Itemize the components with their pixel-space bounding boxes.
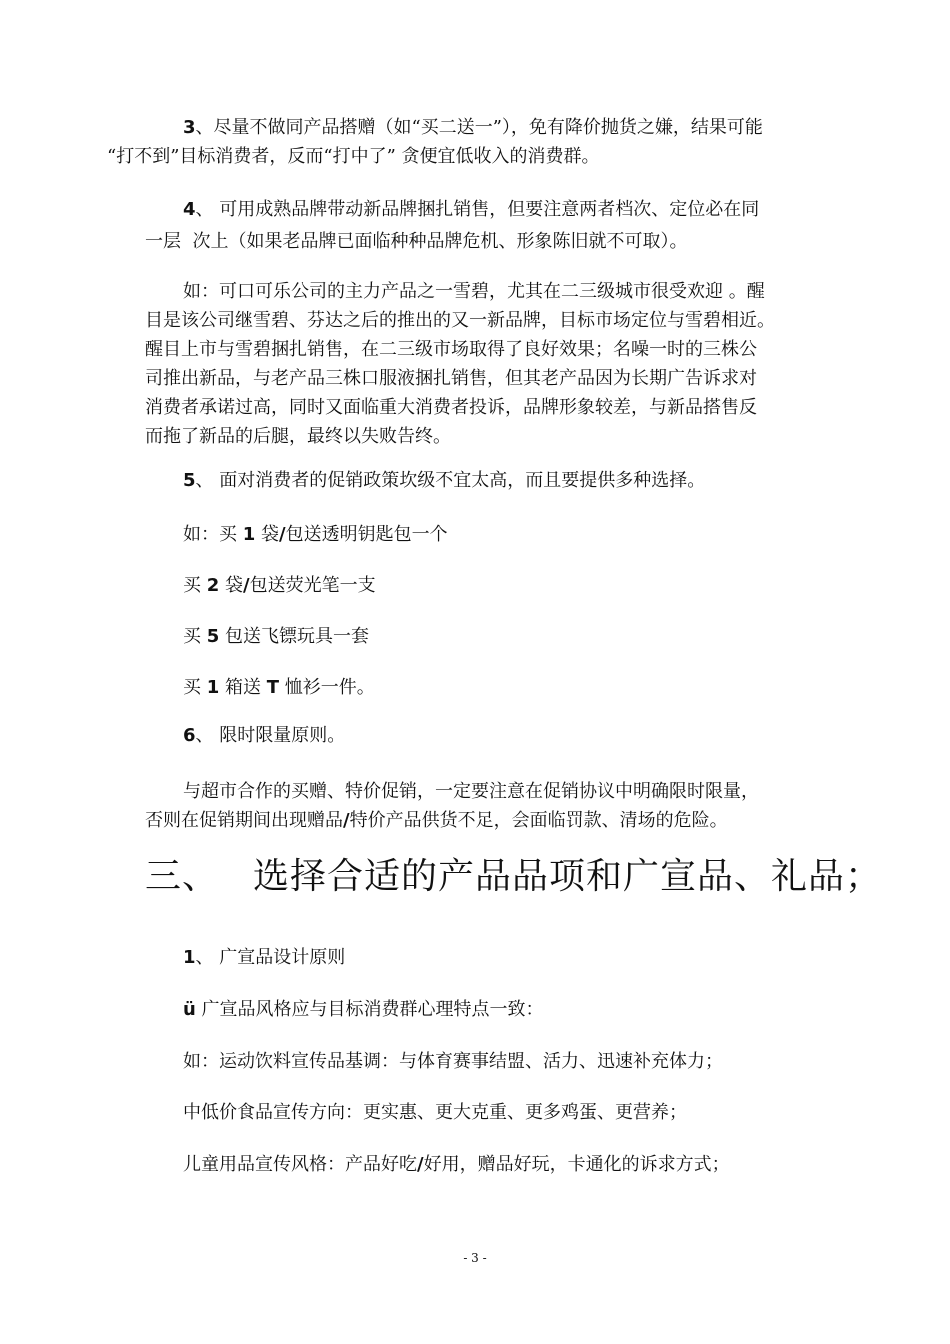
offer-line-2 <box>183 573 376 599</box>
offer-quantity: 2 <box>206 575 220 596</box>
item-4-paragraph <box>145 194 815 258</box>
item-5 <box>183 468 705 494</box>
offer-text: 买 <box>183 626 207 647</box>
offer-line-4 <box>183 675 375 701</box>
item-5-text: 、 面对消费者的促销政策坎级不宜太高，而且要提供多种选择。 <box>195 470 706 491</box>
offer-text: 箱送 <box>219 677 267 698</box>
example-paragraph <box>145 277 815 451</box>
offer-line-3 <box>183 624 369 650</box>
limit-line-1: 与超市合作的买赠、特价促销，一定要注意在促销协议中明确限时限量， <box>183 781 759 802</box>
offer-text: 袋 <box>255 524 279 545</box>
sub-item-1-number: 1 <box>183 947 196 968</box>
example-line: 如：可口可乐公司的主力产品之一雪碧，尤其在二三级城市很受欢迎 。醒 <box>183 281 765 302</box>
offer-quantity: 1 <box>206 677 220 698</box>
offer-text: 如：买 <box>183 524 243 545</box>
offer-text: 恤衫一件。 <box>279 677 375 698</box>
item-3-number: 3 <box>183 117 196 138</box>
example-line: 而拖了新品的后腿，最终以失败告终。 <box>145 426 451 447</box>
offer-text: 买 <box>183 575 207 596</box>
item-4-line-2: 一层 次上（如果老品牌已面临种种品牌危机、形象陈旧就不可取）。 <box>145 231 688 252</box>
offer-line-1 <box>183 522 448 548</box>
offer-text: 包送荧光笔一支 <box>249 575 376 596</box>
limit-paragraph <box>145 777 815 835</box>
offer-text: 买 <box>183 677 207 698</box>
limit-text: 特价产品供货不足，会面临罚款、清场的危险。 <box>349 810 728 831</box>
item-4-number: 4 <box>183 199 196 220</box>
bullet-line <box>183 997 544 1023</box>
children-text: 儿童用品宣传风格：产品好吃 <box>183 1154 417 1175</box>
offer-text: 包送飞镖玩具一套 <box>219 626 369 647</box>
bullet-mark: ü <box>183 999 196 1020</box>
section-3-heading <box>145 852 882 902</box>
example-line: 消费者承诺过高，同时又面临重大消费者投诉，品牌形象较差，与新品搭售反 <box>145 397 757 418</box>
example-sports-drink: 如：运动饮料宣传品基调：与体育赛事结盟、活力、迅速补充体力； <box>183 1051 723 1072</box>
offer-quantity: 5 <box>206 626 220 647</box>
offer-text: 袋 <box>219 575 243 596</box>
offer-text: 包送透明钥匙包一个 <box>285 524 448 545</box>
example-food: 中低价食品宣传方向：更实惠、更大克重、更多鸡蛋、更营养； <box>183 1102 687 1123</box>
example-children <box>183 1152 730 1178</box>
item-3-line-1: 、尽量不做同产品搭赠（如“买二送一”），免有降价抛货之嫌，结果可能 <box>195 117 763 138</box>
section-3-number: 三、 <box>145 856 220 897</box>
sub-item-1 <box>183 945 345 971</box>
offer-slash: / <box>279 524 286 545</box>
limit-slash: / <box>343 810 350 831</box>
item-6 <box>183 723 345 749</box>
children-slash: / <box>417 1154 424 1175</box>
example-line: 司推出新品，与老产品三株口服液捆扎销售，但其老产品因为长期广告诉求对 <box>145 368 757 389</box>
example-line: 醒目上市与雪碧捆扎销售，在二三级市场取得了良好效果；名噪一时的三株公 <box>145 339 757 360</box>
bullet-text: 广宣品风格应与目标消费群心理特点一致： <box>195 999 544 1020</box>
item-3-line-2: “打不到”目标消费者，反而“打中了” 贪便宜低收入的消费群。 <box>107 146 600 167</box>
offer-slash: / <box>243 575 250 596</box>
item-6-text: 、 限时限量原则。 <box>195 725 346 746</box>
sub-item-1-text: 、 广宣品设计原则 <box>195 947 346 968</box>
children-text: 好用，赠品好玩，卡通化的诉求方式； <box>423 1154 730 1175</box>
item-5-number: 5 <box>183 470 196 491</box>
limit-text: 否则在促销期间出现赠品 <box>145 810 343 831</box>
item-4-line-1: 、 可用成熟品牌带动新品牌捆扎销售，但要注意两者档次、定位必在同 <box>195 199 760 220</box>
item-3-paragraph <box>107 113 815 171</box>
page-number: - 3 - <box>463 1251 487 1265</box>
offer-letter: T <box>266 677 279 698</box>
limit-line-2 <box>145 806 815 835</box>
item-6-number: 6 <box>183 725 196 746</box>
section-3-title: 选择合适的产品品项和广宣品、礼品； <box>253 856 883 897</box>
example-line: 目是该公司继雪碧、芬达之后的推出的又一新品牌，目标市场定位与雪碧相近。 <box>145 310 775 331</box>
offer-quantity: 1 <box>242 524 256 545</box>
